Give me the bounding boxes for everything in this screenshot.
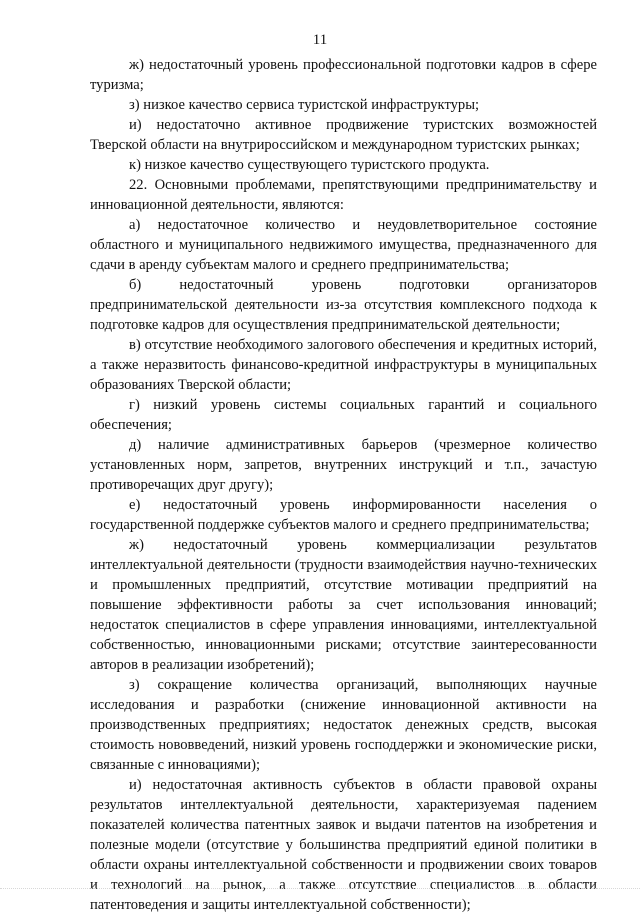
- paragraph-item-v: в) отсутствие необходимого залогового обеспечения и кредитных историй, а также неразвитость финансово-кредитной инфраструктуры в муниципальных образованиях Тверской области;: [90, 337, 597, 393]
- paragraph-section-22: 22. Основными проблемами, препятствующими предпринимательству и инновационной деятельности, являются:: [90, 177, 597, 213]
- paragraph-item-g: г) низкий уровень системы социальных гарантий и социального обеспечения;: [90, 397, 597, 433]
- paragraph-item-d: д) наличие административных барьеров (чрезмерное количество установленных норм, запретов, внутренних инструкций и т.п., зачастую противоречащих друг другу);: [90, 437, 597, 493]
- paragraph-item-z: з) сокращение количества организаций, выполняющих научные исследования и разработки (снижение инновационной активности на производственных предприятиях; недостаток денежных средств, высокая стоимость нововведений, низкий уровень господдержки и экономические риски, связанные с инновациями);: [90, 677, 597, 773]
- paragraph-item-i-tourism: и) недостаточно активное продвижение туристских возможностей Тверской области на внутрироссийском и международном туристских рынках;: [90, 117, 597, 153]
- paragraph-item-k-tourism: к) низкое качество существующего туристского продукта.: [129, 157, 490, 173]
- paragraph-item-z-tourism: з) низкое качество сервиса туристской инфраструктуры;: [129, 97, 480, 113]
- page-bottom-divider: [0, 888, 640, 889]
- paragraph-item-b: б) недостаточный уровень подготовки организаторов предпринимательской деятельности из-за отсутствия комплексного подхода к подготовке кадров для осуществления предпринимательской деятельности;: [90, 277, 597, 333]
- paragraph-item-zh: ж) недостаточный уровень коммерциализации результатов интеллектуальной деятельности (трудности взаимодействия научно-технических и промышленных предприятий, отсутствие мотивации предприятий на повышение эффективности работы за счет использования инноваций; недостаток специалистов в сфере управления инновациями, интеллектуальной собственностью, инновационными рисками; отсутствие заинтересованности авторов в реализации изобретений);: [90, 537, 597, 673]
- document-body: [90, 55, 597, 915]
- paragraph-item-zh-tourism: ж) недостаточный уровень профессиональной подготовки кадров в сфере туризма;: [90, 57, 597, 93]
- page-number: 11: [312, 32, 328, 48]
- paragraph-item-a: а) недостаточное количество и неудовлетворительное состояние областного и муниципального недвижимого имущества, предназначенного для сдачи в аренду субъектам малого и среднего предпринимательства;: [90, 217, 597, 273]
- paragraph-item-i: и) недостаточная активность субъектов в области правовой охраны результатов интеллектуальной деятельности, характеризуемая падением показателей количества патентных заявок и выдачи патентов на изобретения и полезные модели (отсутствие у большинства предприятий единой политики в области охраны интеллектуальной собственности и продвижении своих товаров и технологий на рынок, а также отсутствие специалистов в области патентоведения и защиты интеллектуальной собственности);: [90, 777, 597, 913]
- paragraph-item-e: е) недостаточный уровень информированности населения о государственной поддержке субъектов малого и среднего предпринимательства;: [90, 497, 597, 533]
